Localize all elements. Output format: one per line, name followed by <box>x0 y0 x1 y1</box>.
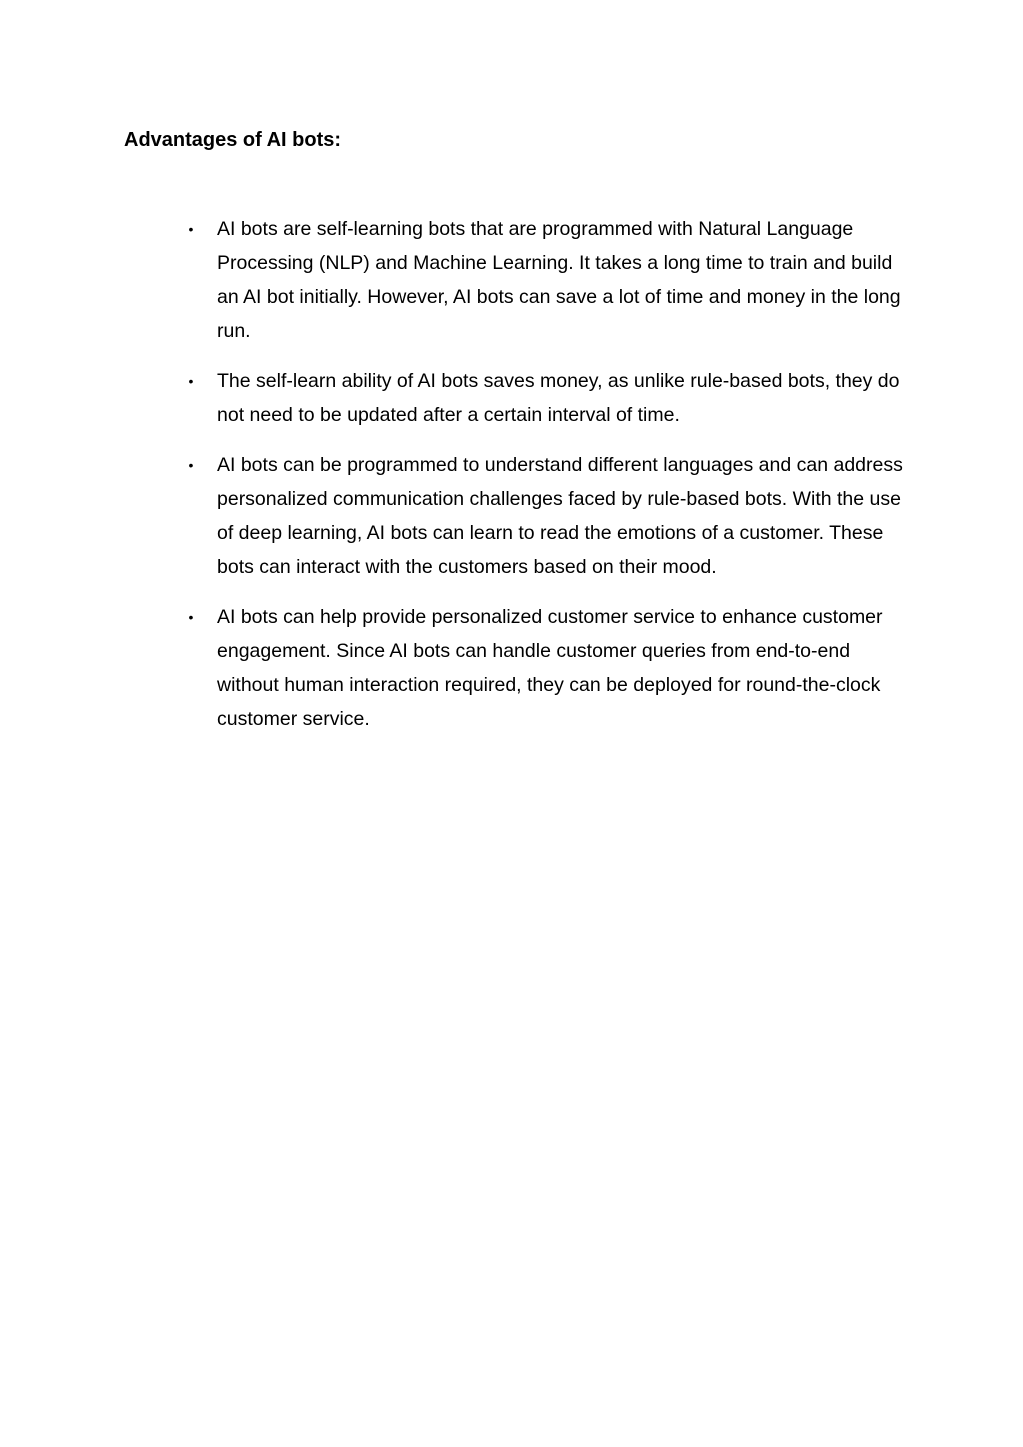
bullet-icon: • <box>188 221 194 237</box>
list-item-text: AI bots are self-learning bots that are programmed with Natural Language Processing (NLP) and Machine Learning. It takes a long time to train and build an AI bot initially. However, AI bots can save a lot of time and money in the long run. <box>217 218 901 342</box>
bullet-icon: • <box>188 457 194 473</box>
list-item <box>186 448 906 584</box>
advantages-list <box>186 212 906 752</box>
list-item <box>186 600 906 736</box>
list-item <box>186 212 906 348</box>
list-item <box>186 364 906 432</box>
list-item-text: The self-learn ability of AI bots saves money, as unlike rule-based bots, they do not need to be updated after a certain interval of time. <box>217 370 900 426</box>
page-heading: Advantages of AI bots: <box>124 129 342 151</box>
bullet-icon: • <box>188 373 194 389</box>
list-item-text: AI bots can be programmed to understand different languages and can address personalized communication challenges faced by rule-based bots. With the use of deep learning, AI bots can learn to read the emotions of a customer. These bots can interact with the customers based on their mood. <box>217 454 903 578</box>
list-item-text: AI bots can help provide personalized customer service to enhance customer engagement. Since AI bots can handle customer queries from end-to-end without human interaction required, they can be deployed for round-the-clock customer service. <box>217 606 883 730</box>
bullet-icon: • <box>188 609 194 625</box>
